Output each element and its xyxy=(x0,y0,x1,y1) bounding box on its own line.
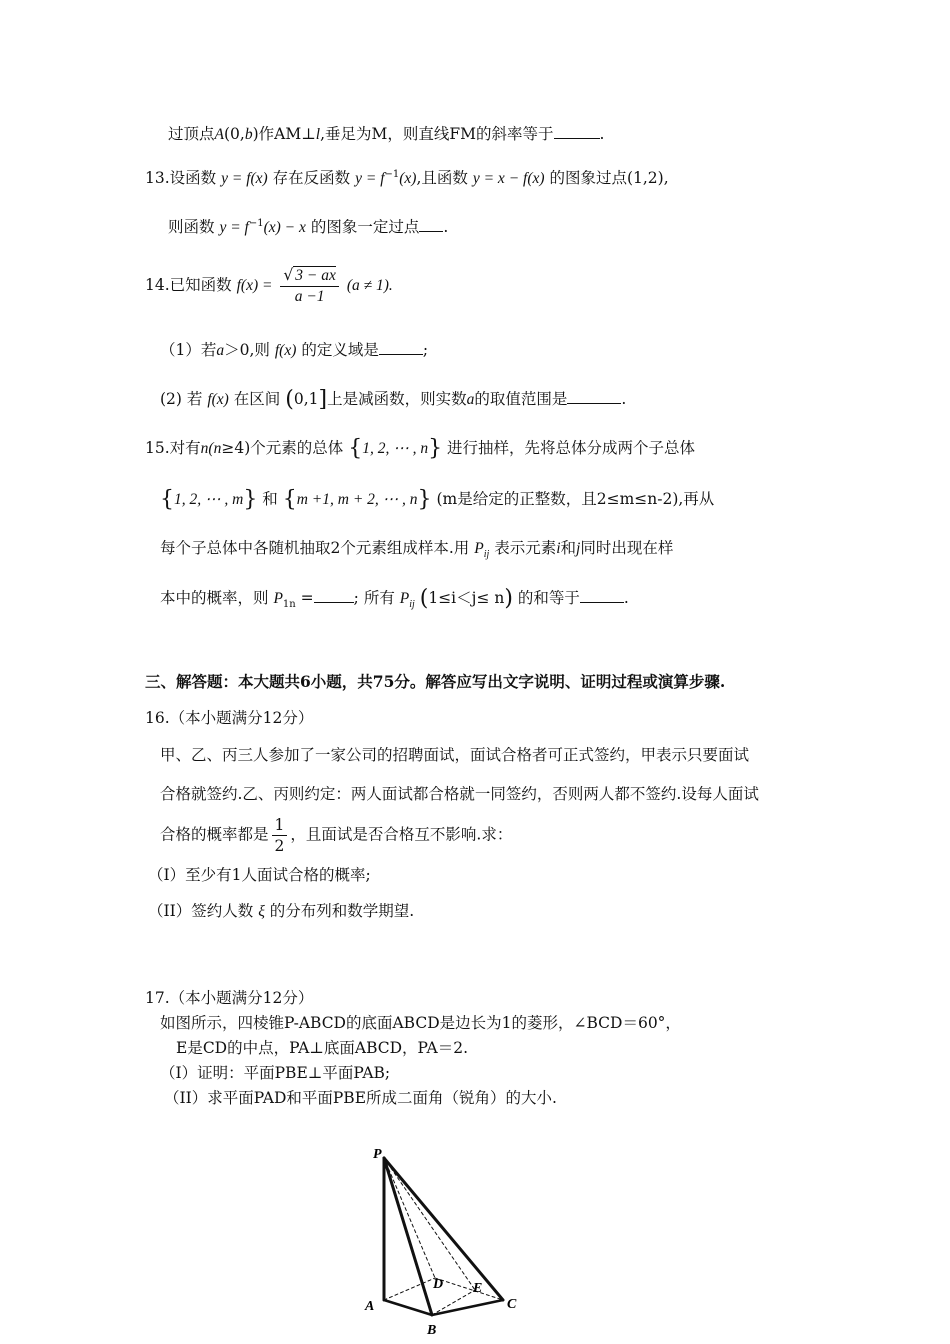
q15-text: (m是给定的正整数，且2≤m≤n-2),再从 xyxy=(436,490,715,508)
q15-prob-p: P xyxy=(474,540,484,557)
q16-part2 xyxy=(148,901,414,922)
brace-close: } xyxy=(417,487,432,512)
q13-number: 13. xyxy=(145,169,170,187)
q17-part1: （I）证明：平面PBE⊥平面PAB; xyxy=(160,1064,391,1082)
q14-sqrt-body: 3 − ax xyxy=(295,267,336,284)
q15-line1 xyxy=(145,438,695,459)
q14-fraction xyxy=(280,265,338,307)
q15-set2: 1, 2, ⋯ , m xyxy=(174,491,244,508)
label-p: P xyxy=(373,1147,382,1162)
q14-end: ; xyxy=(422,341,429,359)
q14-condition: (a ≠ 1). xyxy=(346,277,393,294)
q15-text: 对有 xyxy=(169,439,201,457)
answer-blank[interactable] xyxy=(580,588,624,603)
q16-text: （II）签约人数 xyxy=(148,902,254,920)
q16-text: ，且面试是否合格互不影响.求： xyxy=(290,825,513,844)
q14-part2-label: (2) 若 xyxy=(160,390,203,408)
q13-text: 则函数 xyxy=(168,218,215,236)
q15-sub: ij xyxy=(483,549,490,561)
q14-text: ＞0,则 xyxy=(224,341,270,359)
q15-set1: 1, 2, ⋯ , n xyxy=(362,440,429,457)
q15-text: ≥4)个元素的总体 xyxy=(221,439,344,457)
brace-close: } xyxy=(243,487,258,512)
q13-formula-4b: (x) − x xyxy=(263,219,306,236)
q13-formula-4: y = f xyxy=(219,219,249,236)
q15-range: 1≤i＜j≤ n xyxy=(428,589,505,607)
brace-open: { xyxy=(282,487,297,512)
bracket-open: ( xyxy=(285,387,294,412)
q15-sub: 1n xyxy=(282,599,296,611)
q14-numerator: √ 3 − ax xyxy=(280,265,338,287)
q16-var-xi: ξ xyxy=(258,903,265,920)
q14-text: 的取值范围是 xyxy=(474,390,568,408)
paren-close: ) xyxy=(504,586,513,611)
q15-line3 xyxy=(160,538,673,559)
q13-formula-3: y = x − f(x) xyxy=(472,170,545,187)
q13-inverse-sup: −1 xyxy=(384,168,400,180)
answer-blank[interactable] xyxy=(314,588,354,603)
q15-text: 同时出现在样 xyxy=(580,539,674,557)
bracket-close: ] xyxy=(318,387,328,412)
q16-line2: 合格就签约.乙、丙则约定：两人面试都合格就一同签约，否则两人都不签约.设每人面试 xyxy=(160,785,759,803)
q14-fx: f(x) xyxy=(274,342,297,359)
q15-var-j: j xyxy=(576,540,581,557)
edge-bc xyxy=(432,1300,503,1315)
brace-open: { xyxy=(348,436,363,461)
answer-blank[interactable] xyxy=(419,217,443,232)
q14-function: f(x) = xyxy=(236,277,273,294)
q13-text: 设函数 xyxy=(169,169,217,187)
q15-text: 的和等于 xyxy=(517,589,580,607)
q14-denominator: a −1 xyxy=(294,288,325,305)
q15-var-i: i xyxy=(556,540,561,557)
label-c: C xyxy=(507,1297,517,1312)
q12-text: 过顶点 xyxy=(168,125,215,143)
edge-ab xyxy=(384,1300,432,1315)
edge-pb xyxy=(384,1158,432,1315)
q15-text: 进行抽样，先将总体分成两个子总体 xyxy=(447,439,696,457)
q12-coords-close: )作AM⊥ xyxy=(252,125,316,143)
q14-text: 已知函数 xyxy=(169,276,232,294)
q15-text: 和 xyxy=(560,539,577,557)
answer-blank[interactable] xyxy=(567,389,621,404)
q16-text: 的分布列和数学期望. xyxy=(269,902,415,920)
q13-formula-1: y = f(x) xyxy=(221,170,268,187)
label-b: B xyxy=(427,1323,437,1338)
q15-text: 表示元素 xyxy=(494,539,557,557)
q15-text: 和 xyxy=(262,490,278,508)
label-e: E xyxy=(473,1281,483,1296)
edge-pe xyxy=(384,1158,475,1290)
q12-coords-open: (0, xyxy=(223,125,245,143)
q15-prob-pij: P xyxy=(399,590,410,607)
q15-text: ; 所有 xyxy=(353,589,395,607)
q15-line4 xyxy=(160,588,629,609)
q14-var-a: a xyxy=(216,342,225,359)
q16-fraction-half xyxy=(272,815,288,856)
brace-close: } xyxy=(428,436,443,461)
edge-pc xyxy=(384,1158,503,1300)
q14-text: 在区间 xyxy=(233,390,281,408)
q17-line2: E是CD的中点，PA⊥底面ABCD，PA＝2. xyxy=(176,1039,469,1057)
q14-text: 上是减函数，则实数 xyxy=(327,390,467,408)
q15-prob-p1n: P xyxy=(273,590,283,607)
q14-end: . xyxy=(621,390,627,408)
q16-text: 合格的概率都是 xyxy=(160,825,269,844)
q13-text: 的图象过点(1,2), xyxy=(549,169,669,187)
label-a: A xyxy=(365,1299,375,1314)
edge-pd xyxy=(384,1158,435,1278)
brace-open: { xyxy=(160,487,174,512)
q14-fx: f(x) xyxy=(207,391,229,408)
q14-part2 xyxy=(160,389,626,410)
q15-line2 xyxy=(160,489,714,510)
q12-continuation xyxy=(168,124,604,145)
q16-numerator: 1 xyxy=(272,815,288,836)
section3-heading: 三、解答题：本大题共6小题，共75分。解答应写出文字说明、证明过程或演算步骤. xyxy=(145,672,726,691)
q14-interval: 0,1 xyxy=(293,390,319,408)
q12-point-a: A xyxy=(214,126,224,143)
q16-part1: （I）至少有1人面试合格的概率; xyxy=(148,866,371,884)
q17-part2: （II）求平面PAD和平面PBE所成二面角（锐角）的大小. xyxy=(164,1089,557,1107)
q14-line1 xyxy=(145,265,393,307)
q17-line1: 如图所示，四棱锥P-ABCD的底面ABCD是边长为1的菱形，∠BCD＝60°， xyxy=(160,1014,681,1032)
q13-line1 xyxy=(145,168,669,189)
q15-var-n: n(n xyxy=(200,440,222,457)
answer-blank[interactable] xyxy=(379,340,423,355)
q12-end: . xyxy=(599,125,605,143)
q15-text: 本中的概率，则 xyxy=(160,589,269,607)
q16-line1: 甲、乙、丙三人参加了一家公司的招聘面试，面试合格者可正式签约，甲表示只要面试 xyxy=(160,746,750,764)
q17-pyramid-figure xyxy=(355,1140,535,1340)
q16-line3 xyxy=(160,815,512,856)
q15-set3: m +1, m + 2, ⋯ , n xyxy=(296,491,418,508)
q14-number: 14. xyxy=(145,276,170,294)
label-d: D xyxy=(433,1277,444,1292)
q15-sub: ij xyxy=(409,599,415,611)
q14-var-a: a xyxy=(466,391,475,408)
q15-end: . xyxy=(623,589,629,607)
q16-denominator: 2 xyxy=(274,837,285,855)
q13-line2 xyxy=(168,217,448,238)
q15-equals: = xyxy=(300,589,314,607)
q16-heading: 16.（本小题满分12分） xyxy=(145,709,314,727)
q14-part1-label: （1）若 xyxy=(160,341,217,359)
answer-blank[interactable] xyxy=(554,124,600,139)
q13-text: 的图象一定过点 xyxy=(310,218,420,236)
q14-text: 的定义域是 xyxy=(301,341,379,359)
q17-heading: 17.（本小题满分12分） xyxy=(145,989,314,1007)
paren-open: ( xyxy=(419,586,429,611)
q12-coords-b: b xyxy=(244,126,253,143)
q13-text: 存在反函数 xyxy=(272,169,351,187)
q15-number: 15. xyxy=(145,439,170,457)
q13-inverse-sup: −1 xyxy=(248,217,264,229)
q13-text: ,且函数 xyxy=(416,169,468,187)
q14-part1 xyxy=(160,340,428,361)
q13-end: . xyxy=(443,218,449,236)
q12-text-rest: ,垂足为M，则直线FM的斜率等于 xyxy=(320,125,554,143)
q15-text: 每个子总体中各随机抽取2个元素组成样本.用 xyxy=(160,539,470,557)
q12-line-l: l xyxy=(315,126,321,143)
q13-formula-2: y = f xyxy=(355,170,385,187)
q13-formula-2b: (x) xyxy=(399,170,417,187)
